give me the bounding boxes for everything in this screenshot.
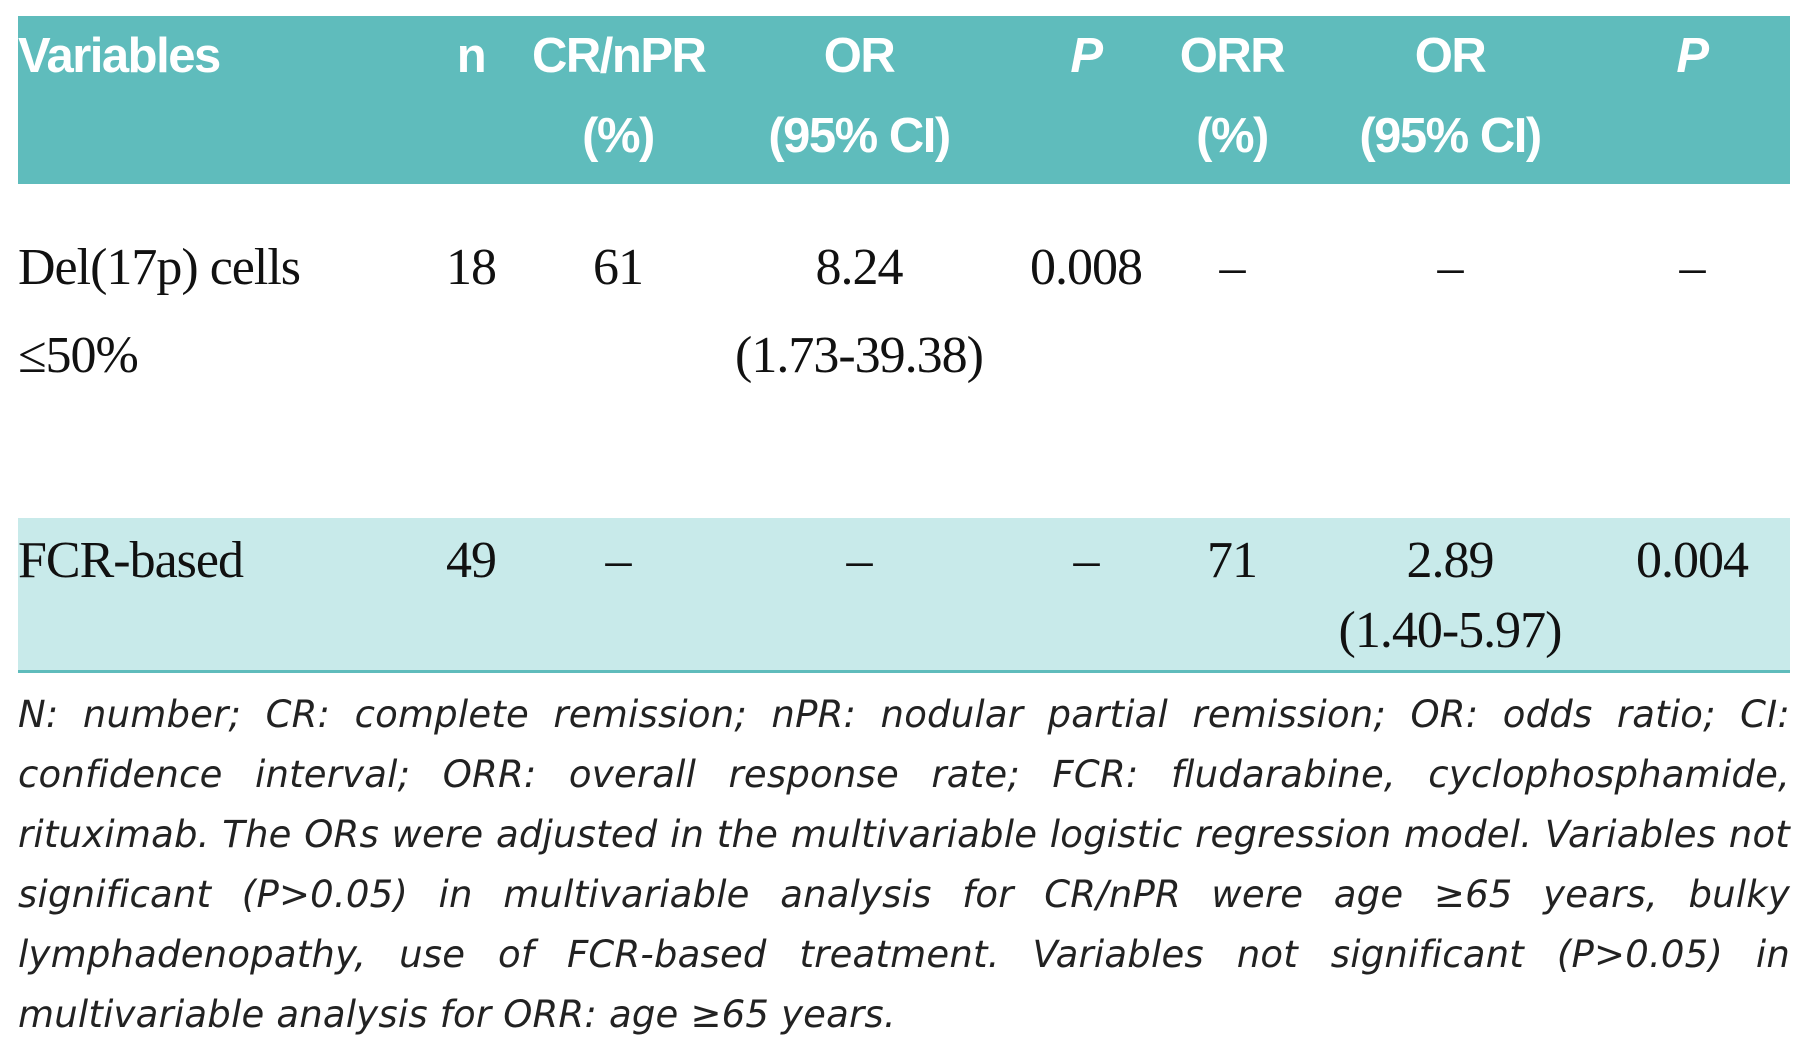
cell-n: 49 bbox=[446, 532, 496, 589]
results-table bbox=[18, 16, 1790, 673]
table-header bbox=[18, 16, 1790, 184]
header-cr-npr: CR/nPR (%) bbox=[532, 29, 706, 163]
cell-p-1: 0.008 bbox=[1030, 239, 1142, 296]
header-p-2: P bbox=[1676, 29, 1708, 83]
header-n: n bbox=[456, 29, 486, 83]
cell-or-2: – bbox=[1437, 239, 1463, 296]
cell-p-2: – bbox=[1679, 239, 1705, 296]
cell-cr-npr: – bbox=[605, 532, 631, 589]
header-or-2: OR (95% CI) bbox=[1359, 29, 1541, 163]
cell-orr: – bbox=[1219, 239, 1245, 296]
table-row bbox=[18, 184, 1790, 518]
table-footnote: N: number; CR: complete remission; nPR: nodular partial remission; OR: odds ratio; CI: confidence interval; ORR: overall response rate; FCR: fludarabine, cyclophosphamide, rituximab. The ORs were adjusted in the multivariable logistic regression model. Variables not significant (P>0.05) in multivariable analysis for CR/nPR were age ≥65 years, bulky lymphadenopathy, use of FCR-based treatment. Variables not significant (P>0.05) in multivariable analysis for ORR: age ≥65 years. bbox=[18, 693, 1790, 1036]
cell-or-1: – bbox=[846, 532, 872, 589]
header-p-1: P bbox=[1070, 29, 1102, 83]
cell-orr: 71 bbox=[1207, 532, 1257, 589]
cell-p-1: – bbox=[1073, 532, 1099, 589]
cell-or-1: 8.24 (1.73-39.38) bbox=[735, 239, 983, 384]
cell-variable: Del(17p) cells ≤50% bbox=[18, 239, 301, 384]
cell-p-2: 0.004 bbox=[1636, 532, 1748, 589]
table-body bbox=[18, 184, 1790, 672]
cell-or-2: 2.89 (1.40-5.97) bbox=[1338, 532, 1562, 659]
cell-cr-npr: 61 bbox=[593, 239, 643, 296]
header-or-1: OR (95% CI) bbox=[768, 29, 950, 163]
cell-variable: FCR-based bbox=[18, 532, 243, 589]
header-orr: ORR (%) bbox=[1179, 29, 1285, 163]
header-row bbox=[18, 16, 1790, 184]
table-row bbox=[18, 518, 1790, 672]
cell-n: 18 bbox=[446, 239, 496, 296]
header-variables: Variables bbox=[18, 29, 220, 83]
table-container bbox=[18, 16, 1790, 1045]
